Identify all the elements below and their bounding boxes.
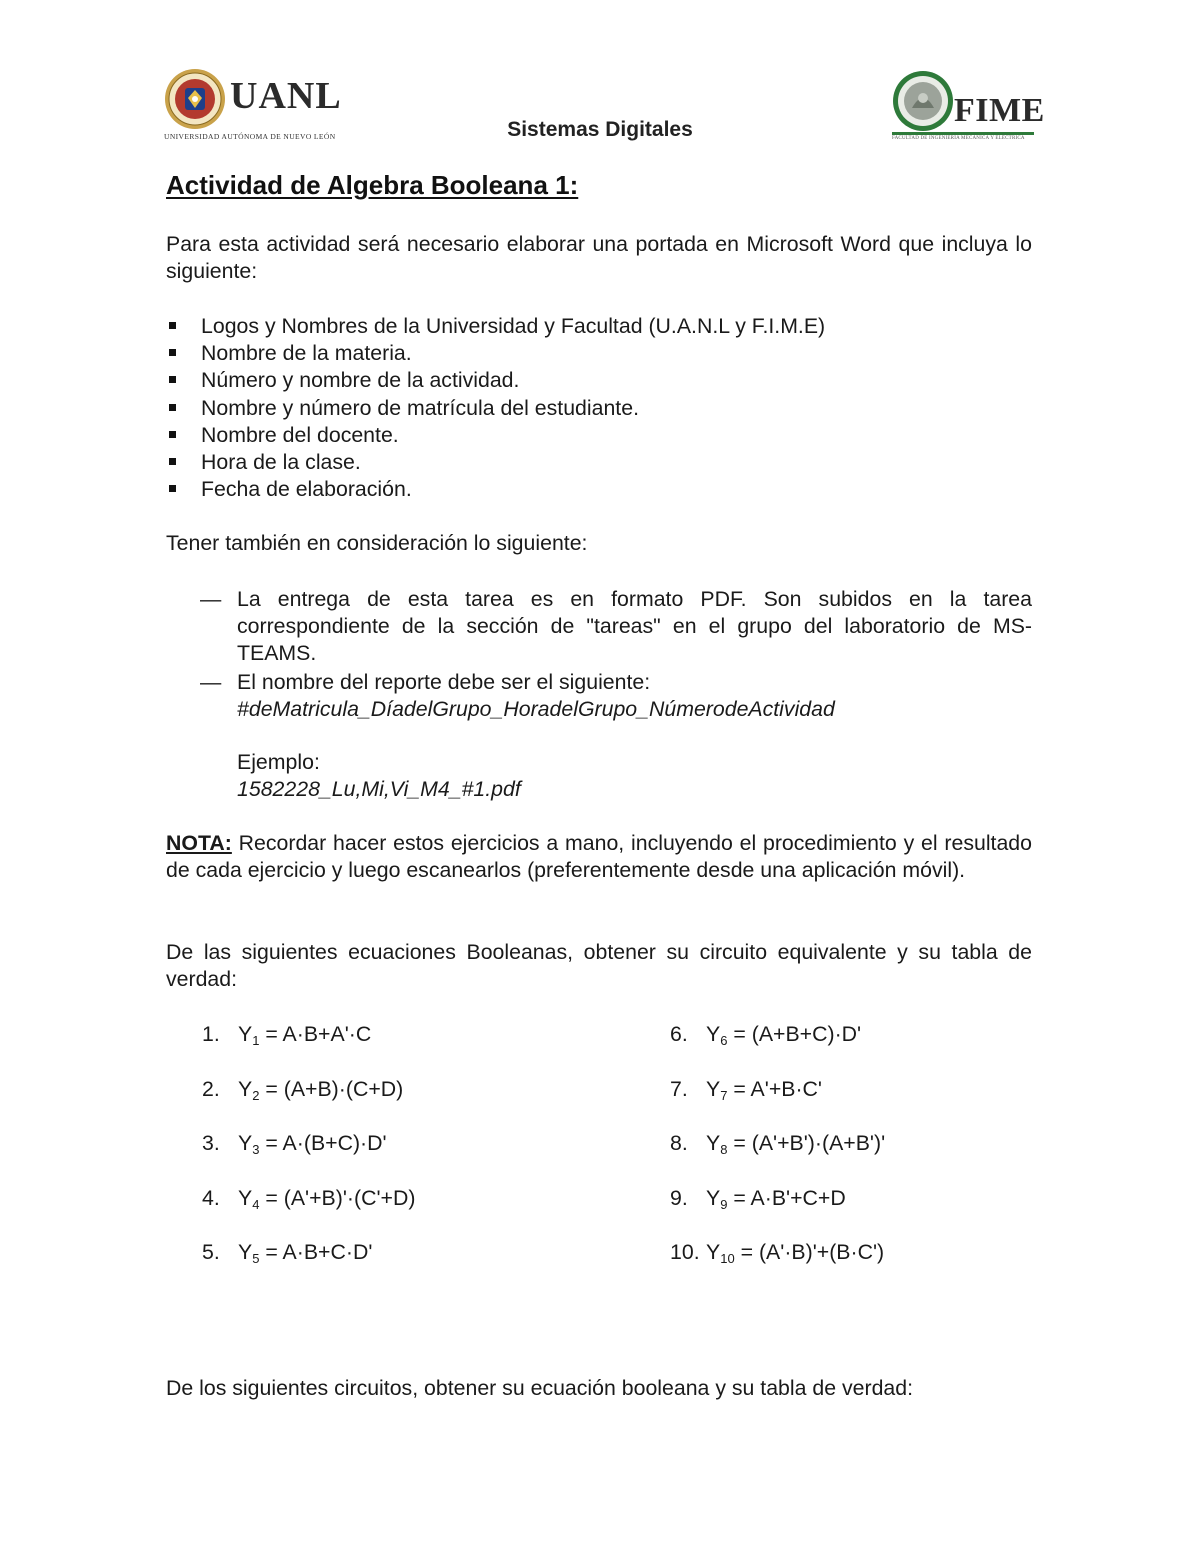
equation-8: 8. $Y_8 = (A'+B')\cdot(A+B')'$ [670,1131,886,1157]
consideration-delivery: La entrega de esta tarea es en formato PDF. Son subidos en la tarea correspondiente de la sección de "tareas" en el grupo del laboratorio de MS-TEAMS. [237,587,1032,665]
list-item: Número y nombre de la actividad. [166,367,825,394]
bullet-square-icon [169,485,176,492]
list-item [200,586,1032,667]
bullet-square-icon [169,376,176,383]
list-item: Fecha de elaboración. [166,476,825,503]
list-item [200,669,1032,803]
consider-heading: Tener también en consideración lo siguiente: [166,531,588,555]
equation-2: 2. $Y_2 = (A+B)\cdot(C+D)$ [202,1077,404,1103]
consideration-filename: El nombre del reporte debe ser el siguiente: [237,670,651,694]
bullet-square-icon [169,431,176,438]
equation-6: 6. $Y_6 = (A+B+C)\cdot D'$ [670,1022,862,1048]
equation-4: 4. $Y_4 = (A'+B)'\cdot(C'+D)$ [202,1186,416,1212]
equation-1: 1. $Y_1 = A\cdot B+A'\cdot C$ [202,1022,372,1048]
dash-bullet: — [200,587,222,611]
circuits-intro: De los siguientes circuitos, obtener su ecuación booleana y su tabla de verdad: [166,1376,914,1400]
equations-intro: De las siguientes ecuaciones Booleanas, obtener su circuito equivalente y su tabla de verdad: [166,940,1032,991]
example-label: Ejemplo: [237,750,320,774]
nota-paragraph [166,830,1032,884]
list-item: Nombre y número de matrícula del estudiante. [166,395,825,422]
example-value: 1582228_Lu,Mi,Vi_M4_#1.pdf [237,777,521,801]
nota-text: Recordar hacer estos ejercicios a mano, incluyendo el procedimiento y el resultado de cada ejercicio y luego escanearlos (preferentemente desde una aplicación móvil). [166,831,1032,882]
course-name: Sistemas Digitales [507,118,693,141]
filename-format: #deMatricula_DíadelGrupo_HoradelGrupo_NúmerodeActividad [237,697,835,721]
equation-10: 10. $Y_{10} = (A'\cdot B)'+(B\cdot C')$ [670,1240,885,1266]
fime-logo-text: FIME [954,92,1045,129]
uanl-logo-text: UANL [230,75,342,117]
bullet-square-icon [169,404,176,411]
list-item: Logos y Nombres de la Universidad y Facultad (U.A.N.L y F.I.M.E) [166,313,825,340]
equation-9: 9. $Y_9 = A\cdot B'+C+D$ [670,1186,846,1212]
list-item: Hora de la clase. [166,449,825,476]
considerations-list [200,586,1032,803]
equation-7: 7. $Y_7 = A'+B\cdot C'$ [670,1077,822,1103]
fime-logo-subtitle: FACULTAD DE INGENIERÍA MECÁNICA Y ELÉCTRICA [892,136,1025,141]
uanl-logo-subtitle: UNIVERSIDAD AUTÓNOMA DE NUEVO LEÓN [164,132,336,141]
requirements-list [166,313,825,503]
dash-bullet: — [200,670,222,694]
intro-paragraph: Para esta actividad será necesario elaborar una portada en Microsoft Word que incluya lo siguiente: [166,232,1032,283]
equation-5: 5. $Y_5 = A\cdot B+C\cdot D'$ [202,1240,373,1266]
page-title: Actividad de Algebra Booleana 1: [166,170,579,200]
equation-3: 3. $Y_3 = A\cdot(B+C)\cdot D'$ [202,1131,387,1157]
list-item: Nombre del docente. [166,422,825,449]
nota-label: NOTA: [166,831,232,855]
bullet-square-icon [169,458,176,465]
bullet-square-icon [169,349,176,356]
list-item: Nombre de la materia. [166,340,825,367]
bullet-square-icon [169,322,176,329]
spacer [237,723,1032,749]
